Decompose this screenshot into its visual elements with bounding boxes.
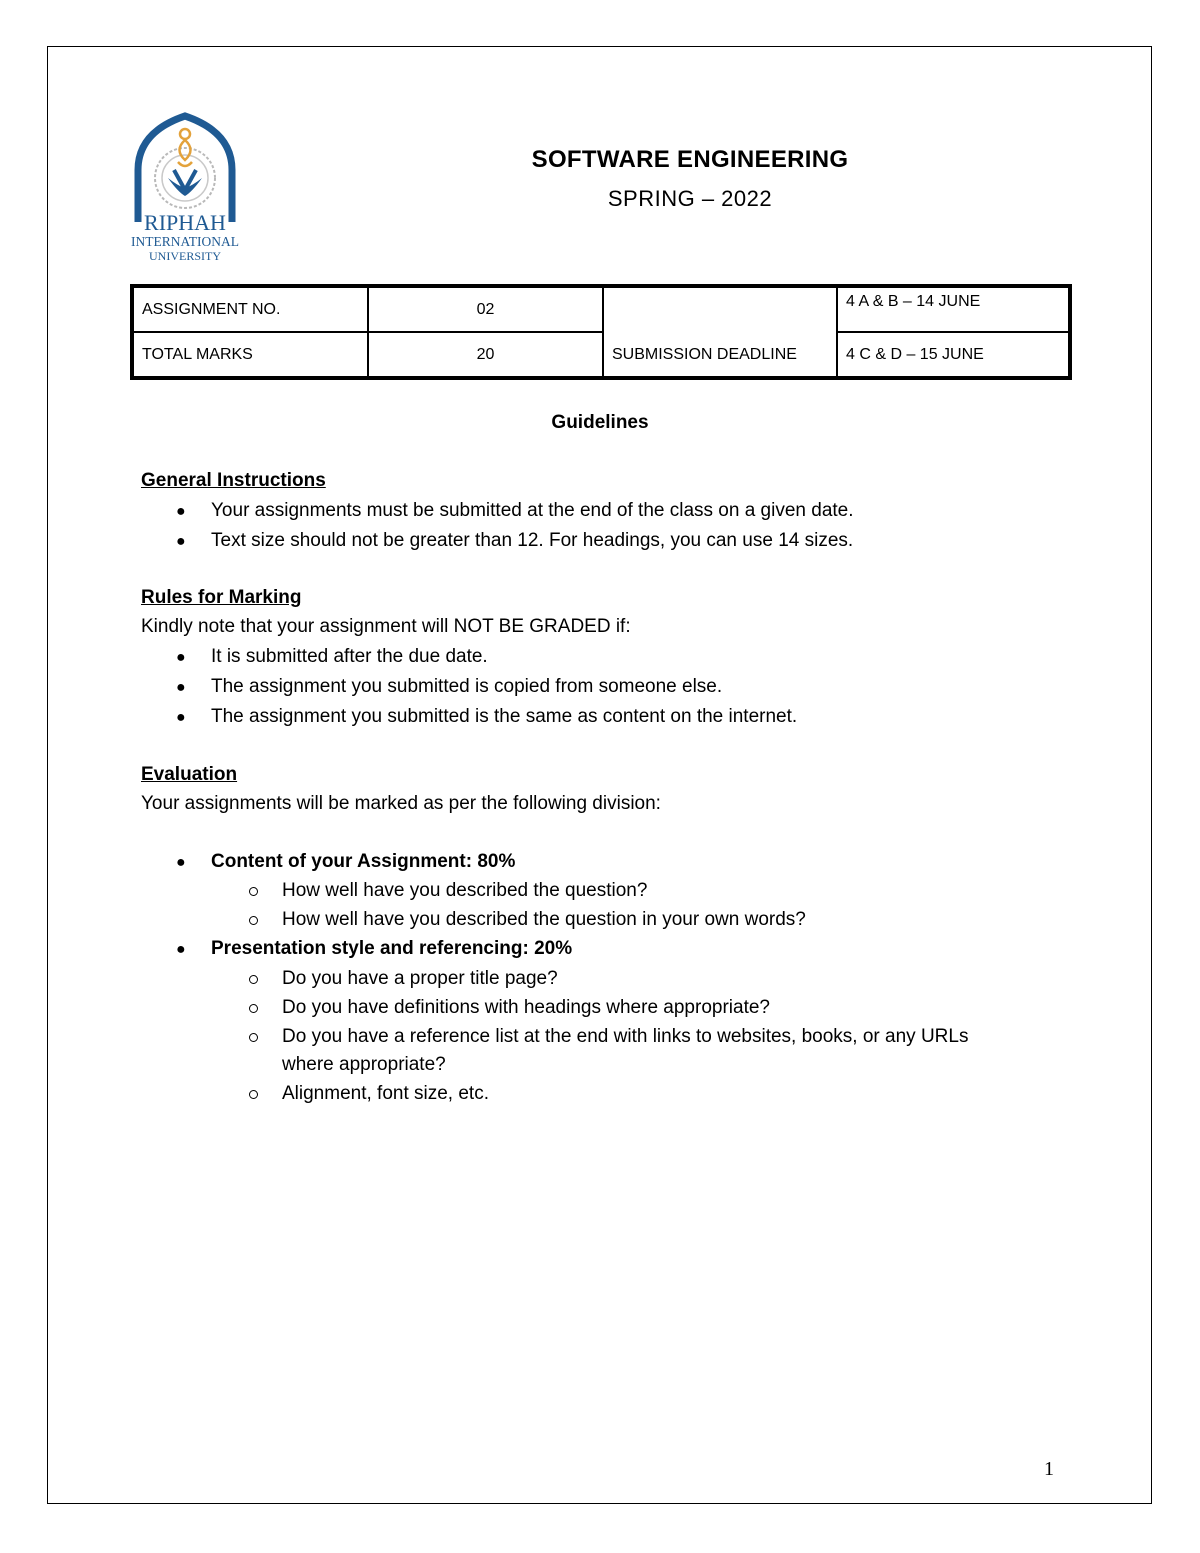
assignment-no-value: 02: [476, 301, 495, 318]
general-item: Your assignments must be submitted at the end of the class on a given date.: [211, 500, 854, 521]
submission-deadline-label: SUBMISSION DEADLINE: [612, 346, 797, 363]
assignment-info-table: [130, 284, 1072, 380]
general-instructions-heading: General Instructions: [141, 470, 326, 491]
deadline-section-cd: 4 C & D – 15 JUNE: [846, 346, 984, 363]
circle-bullet-icon: [249, 1090, 258, 1099]
logo-text-university: UNIVERSITY: [149, 249, 221, 263]
presentation-item-continued: where appropriate?: [282, 1054, 446, 1075]
circle-bullet-icon: [249, 916, 258, 925]
circle-bullet-icon: [249, 887, 258, 896]
presentation-item: Alignment, font size, etc.: [282, 1083, 489, 1104]
presentation-item: Do you have definitions with headings where appropriate?: [282, 997, 770, 1018]
bullet-icon: ●: [176, 503, 186, 520]
content-criterion: Content of your Assignment: 80%: [211, 851, 516, 872]
bullet-icon: ●: [176, 533, 186, 550]
content-item: How well have you described the question in your own words?: [282, 909, 806, 930]
presentation-criterion: Presentation style and referencing: 20%: [211, 938, 573, 959]
logo-text-international: INTERNATIONAL: [131, 234, 239, 249]
presentation-item: Do you have a proper title page?: [282, 968, 558, 989]
bullet-icon: ●: [176, 854, 186, 871]
evaluation-heading: Evaluation: [141, 764, 238, 785]
total-marks-value: 20: [476, 346, 495, 363]
riphah-logo: [122, 112, 248, 264]
circle-bullet-icon: [249, 1033, 258, 1042]
general-item: Text size should not be greater than 12. For headings, you can use 14 sizes.: [211, 530, 854, 551]
course-title: SOFTWARE ENGINEERING: [531, 146, 849, 173]
rules-item: The assignment you submitted is copied from someone else.: [211, 676, 723, 697]
rules-heading: Rules for Marking: [141, 587, 302, 608]
rules-intro: Kindly note that your assignment will NOT BE GRADED if:: [141, 616, 631, 637]
rules-item: The assignment you submitted is the same as content on the internet.: [211, 706, 798, 727]
bullet-icon: ●: [176, 679, 186, 696]
bullet-icon: ●: [176, 709, 186, 726]
circle-bullet-icon: [249, 1004, 258, 1013]
logo-text-riphah: RIPHAH: [144, 210, 226, 235]
assignment-no-label: ASSIGNMENT NO.: [142, 301, 281, 318]
total-marks-label: TOTAL MARKS: [142, 346, 253, 363]
page-number: 1: [1044, 1458, 1054, 1480]
presentation-item: Do you have a reference list at the end with links to websites, books, or any URLs: [282, 1026, 969, 1047]
content-item: How well have you described the question?: [282, 880, 648, 901]
deadline-section-ab: 4 A & B – 14 JUNE: [846, 293, 981, 310]
rules-item: It is submitted after the due date.: [211, 646, 488, 667]
semester-subtitle: SPRING – 2022: [607, 186, 773, 211]
guidelines-title: Guidelines: [551, 412, 649, 433]
bullet-icon: ●: [176, 649, 186, 666]
bullet-icon: ●: [176, 941, 186, 958]
circle-bullet-icon: [249, 975, 258, 984]
evaluation-intro: Your assignments will be marked as per the following division:: [141, 793, 661, 814]
